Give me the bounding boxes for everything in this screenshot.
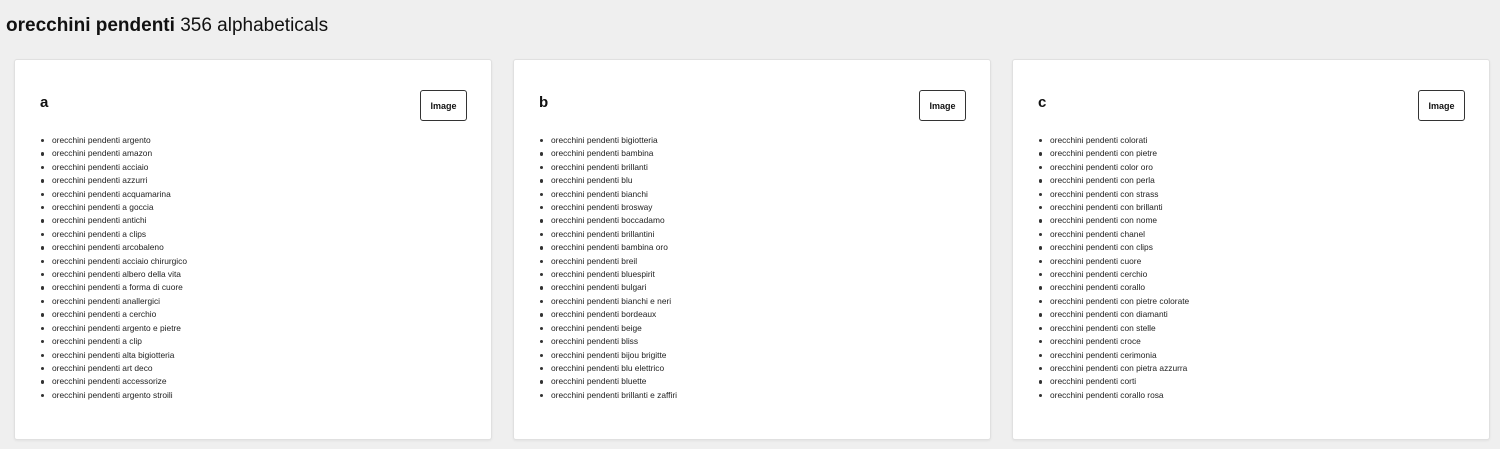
image-button[interactable]: Image xyxy=(420,90,467,121)
list-item[interactable]: orecchini pendenti a clip xyxy=(52,335,187,348)
list-item[interactable]: orecchini pendenti a cerchio xyxy=(52,308,187,321)
list-item[interactable]: orecchini pendenti con stelle xyxy=(1050,322,1189,335)
image-button[interactable]: Image xyxy=(1418,90,1465,121)
list-item[interactable]: orecchini pendenti blu xyxy=(551,174,677,187)
list-item[interactable]: orecchini pendenti brosway xyxy=(551,201,677,214)
page-title-count: 356 alphabeticals xyxy=(180,15,329,36)
list-item[interactable]: orecchini pendenti alta bigiotteria xyxy=(52,349,187,362)
list-item[interactable]: orecchini pendenti bliss xyxy=(551,335,677,348)
list-item[interactable]: orecchini pendenti albero della vita xyxy=(52,268,187,281)
suggestion-list xyxy=(1050,134,1189,402)
list-item[interactable]: orecchini pendenti cerchio xyxy=(1050,268,1189,281)
image-button[interactable]: Image xyxy=(919,90,966,121)
list-item[interactable]: orecchini pendenti azzurri xyxy=(52,174,187,187)
list-item[interactable]: orecchini pendenti cuore xyxy=(1050,255,1189,268)
section-card-a xyxy=(14,59,492,440)
list-item[interactable]: orecchini pendenti con clips xyxy=(1050,241,1189,254)
list-item[interactable]: orecchini pendenti brillanti e zaffiri xyxy=(551,389,677,402)
list-item[interactable]: orecchini pendenti con pietra azzurra xyxy=(1050,362,1189,375)
list-item[interactable]: orecchini pendenti bigiotteria xyxy=(551,134,677,147)
list-item[interactable]: orecchini pendenti color oro xyxy=(1050,161,1189,174)
list-item[interactable]: orecchini pendenti brillanti xyxy=(551,161,677,174)
list-item[interactable]: orecchini pendenti bulgari xyxy=(551,281,677,294)
list-item[interactable]: orecchini pendenti a goccia xyxy=(52,201,187,214)
list-item[interactable]: orecchini pendenti blu elettrico xyxy=(551,362,677,375)
list-item[interactable]: orecchini pendenti con perla xyxy=(1050,174,1189,187)
list-item[interactable]: orecchini pendenti art deco xyxy=(52,362,187,375)
list-item[interactable]: orecchini pendenti corallo rosa xyxy=(1050,389,1189,402)
list-item[interactable]: orecchini pendenti accessorize xyxy=(52,375,187,388)
list-item[interactable]: orecchini pendenti bluette xyxy=(551,375,677,388)
list-item[interactable]: orecchini pendenti acquamarina xyxy=(52,188,187,201)
list-item[interactable]: orecchini pendenti bianchi e neri xyxy=(551,295,677,308)
list-item[interactable]: orecchini pendenti croce xyxy=(1050,335,1189,348)
list-item[interactable]: orecchini pendenti a forma di cuore xyxy=(52,281,187,294)
section-letter: a xyxy=(40,94,49,111)
list-item[interactable]: orecchini pendenti con pietre xyxy=(1050,147,1189,160)
list-item[interactable]: orecchini pendenti con brillanti xyxy=(1050,201,1189,214)
list-item[interactable]: orecchini pendenti bordeaux xyxy=(551,308,677,321)
page-title-keyword: orecchini pendenti xyxy=(6,15,175,36)
list-item[interactable]: orecchini pendenti argento e pietre xyxy=(52,322,187,335)
list-item[interactable]: orecchini pendenti brillantini xyxy=(551,228,677,241)
list-item[interactable]: orecchini pendenti acciaio chirurgico xyxy=(52,255,187,268)
list-item[interactable]: orecchini pendenti con nome xyxy=(1050,214,1189,227)
list-item[interactable]: orecchini pendenti argento xyxy=(52,134,187,147)
list-item[interactable]: orecchini pendenti corti xyxy=(1050,375,1189,388)
list-item[interactable]: orecchini pendenti breil xyxy=(551,255,677,268)
list-item[interactable]: orecchini pendenti antichi xyxy=(52,214,187,227)
list-item[interactable]: orecchini pendenti boccadamo xyxy=(551,214,677,227)
list-item[interactable]: orecchini pendenti con strass xyxy=(1050,188,1189,201)
list-item[interactable]: orecchini pendenti argento stroili xyxy=(52,389,187,402)
list-item[interactable]: orecchini pendenti con diamanti xyxy=(1050,308,1189,321)
list-item[interactable]: orecchini pendenti chanel xyxy=(1050,228,1189,241)
list-item[interactable]: orecchini pendenti bambina xyxy=(551,147,677,160)
list-item[interactable]: orecchini pendenti arcobaleno xyxy=(52,241,187,254)
list-item[interactable]: orecchini pendenti corallo xyxy=(1050,281,1189,294)
list-item[interactable]: orecchini pendenti colorati xyxy=(1050,134,1189,147)
section-card-c xyxy=(1012,59,1490,440)
list-item[interactable]: orecchini pendenti bluespirit xyxy=(551,268,677,281)
list-item[interactable]: orecchini pendenti acciaio xyxy=(52,161,187,174)
list-item[interactable]: orecchini pendenti cerimonia xyxy=(1050,349,1189,362)
suggestion-list xyxy=(52,134,187,402)
section-letter: b xyxy=(539,94,549,111)
list-item[interactable]: orecchini pendenti a clips xyxy=(52,228,187,241)
list-item[interactable]: orecchini pendenti bambina oro xyxy=(551,241,677,254)
list-item[interactable]: orecchini pendenti bijou brigitte xyxy=(551,349,677,362)
list-item[interactable]: orecchini pendenti amazon xyxy=(52,147,187,160)
section-letter: c xyxy=(1038,94,1047,111)
list-item[interactable]: orecchini pendenti bianchi xyxy=(551,188,677,201)
list-item[interactable]: orecchini pendenti beige xyxy=(551,322,677,335)
page-title xyxy=(6,15,328,37)
suggestion-list xyxy=(551,134,677,402)
list-item[interactable]: orecchini pendenti anallergici xyxy=(52,295,187,308)
section-card-b xyxy=(513,59,991,440)
list-item[interactable]: orecchini pendenti con pietre colorate xyxy=(1050,295,1189,308)
